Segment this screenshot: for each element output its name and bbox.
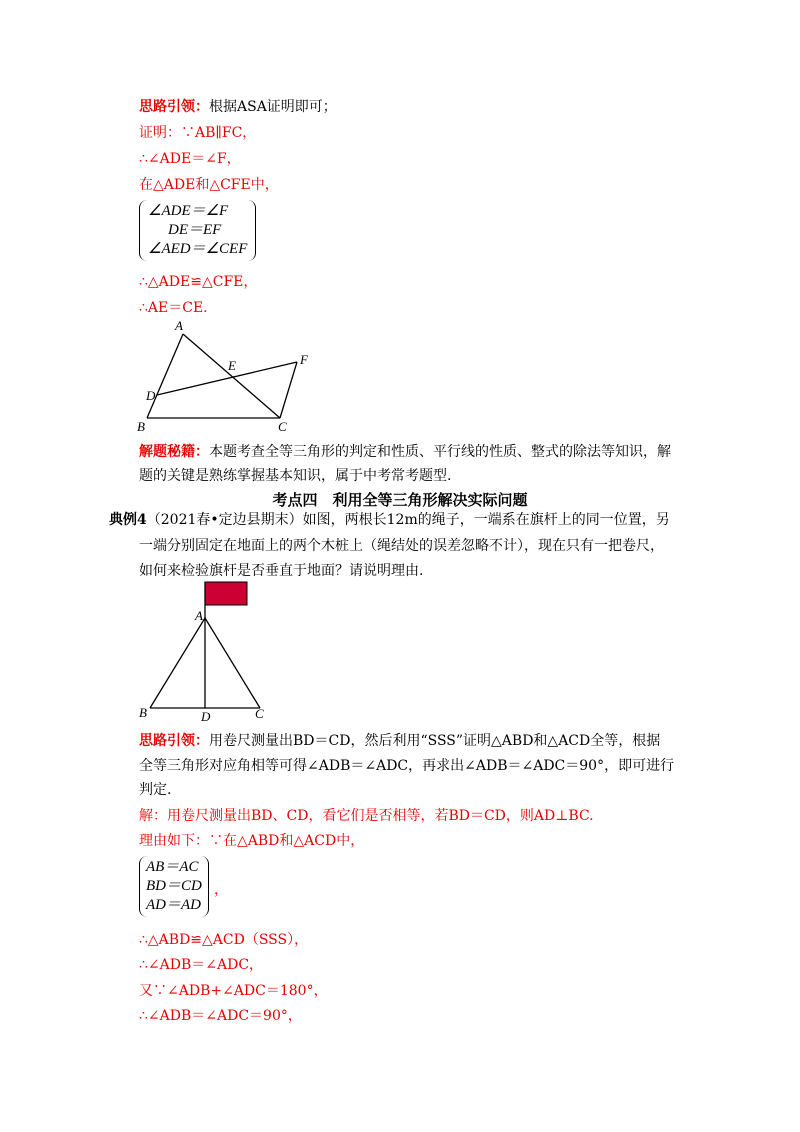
solution-5: 又∵∠ADB+∠ADC＝180°， (139, 983, 328, 999)
figure-1 (135, 318, 325, 438)
label-d: D (146, 388, 156, 403)
equation-system-1 (139, 200, 256, 261)
label-c: C (278, 419, 287, 434)
system-tail: ， (214, 882, 228, 898)
guide-text-2: 用卷尺测量出BD＝CD，然后利用“SSS”证明△ABD和△ACD全等，根据 (209, 733, 661, 749)
label-b: B (137, 419, 145, 434)
guide-line (139, 97, 337, 117)
secret-label: 解题秘籍： (139, 444, 209, 460)
label-b: B (139, 705, 147, 720)
label-e: E (228, 358, 236, 373)
guide-line-2 (139, 731, 660, 751)
example-line-1 (109, 510, 670, 530)
system-row: AB＝AC (146, 859, 199, 875)
example-text: （2021春•定边县期末）如图，两根长12m的绳子，一端系在旗杆上的同一位置，另 (146, 512, 670, 528)
rope-ab (150, 618, 205, 708)
label-a: A (175, 318, 183, 333)
guide-line-2b: 全等三角形对应角相等可得∠ADB＝∠ADC，再求出∠ADB＝∠ADC＝90°，即可进行 (139, 758, 675, 774)
guide-label: 思路引领： (139, 99, 209, 115)
rope-ac (205, 618, 260, 708)
example-line-3: 如何来检验旗杆是否垂直于地面？请说明理由. (139, 563, 424, 579)
proof-step-1: ∴∠ADE＝∠F， (139, 151, 241, 167)
line-ab (147, 334, 183, 418)
secret-line-1 (139, 442, 671, 462)
solution-2: 理由如下：∵在△ABD和△ACD中， (139, 833, 365, 849)
solution-6: ∴∠ADB＝∠ADC＝90°， (139, 1008, 302, 1024)
label-d: D (201, 709, 211, 723)
solution-3: ∴△ABD≌△ACD（SSS）， (139, 932, 309, 948)
label-f: F (300, 352, 308, 367)
guide-label-2: 思路引领： (139, 733, 209, 749)
proof-step-2: 在△ADE和△CFE中， (139, 177, 279, 193)
system-row: ∠ADE＝∠F (148, 203, 229, 219)
solution-4: ∴∠ADB＝∠ADC， (139, 957, 264, 973)
system-row: AD＝AD (146, 897, 201, 913)
label-c: C (255, 706, 264, 721)
secret-text: 本题考查全等三角形的判定和性质、平行线的性质、整式的除法等知识，解 (209, 444, 671, 460)
system-row: ∠AED＝∠CEF (148, 241, 248, 257)
line-cf (280, 362, 297, 418)
figure-2 (135, 578, 275, 723)
flag (205, 582, 247, 605)
system-row: BD＝CD (146, 878, 202, 894)
label-a: A (195, 608, 203, 623)
section-heading: 考点四 利用全等三角形解决实际问题 (272, 491, 528, 509)
secret-line-2: 题的关键是熟练掌握基本知识，属于中考常考题型. (139, 468, 452, 484)
proof-step-3: ∴△ADE≌△CFE， (139, 274, 258, 290)
proof-intro: 证明：∵AB∥FC， (139, 125, 257, 141)
example-label: 典例4 (109, 512, 147, 528)
line-ac (183, 334, 280, 418)
solution-1: 解：用卷尺测量出BD、CD，看它们是否相等，若BD＝CD，则AD⊥BC. (139, 808, 594, 824)
example-line-2: 一端分别固定在地面上的两个木桩上（绳结处的误差忽略不计），现在只有一把卷尺， (139, 538, 664, 554)
equation-system-2 (139, 856, 209, 917)
system-row: DE＝EF (168, 222, 222, 238)
guide-line-2c: 判定. (139, 782, 172, 798)
line-df (157, 362, 297, 395)
proof-step-4: ∴AE＝CE. (139, 300, 208, 316)
guide-text: 根据ASA证明即可； (209, 99, 337, 115)
